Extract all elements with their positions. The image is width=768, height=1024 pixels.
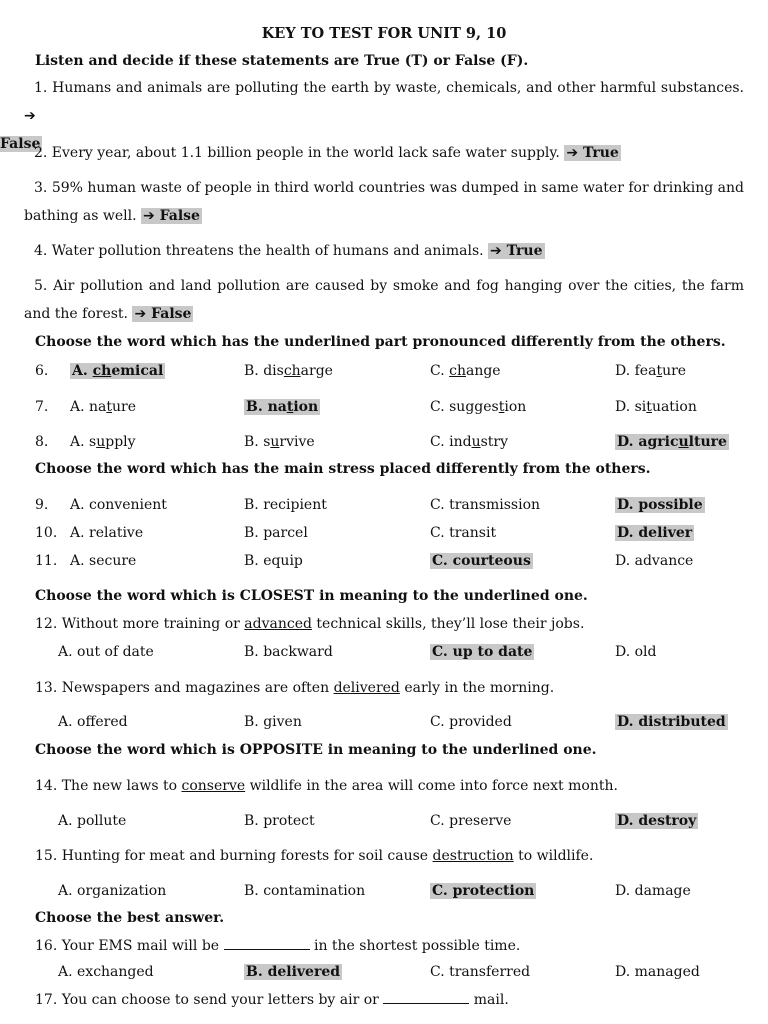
option-c: C. industry (430, 434, 509, 450)
option-b: B. contamination (244, 883, 366, 899)
answer-badge: ➔ True (566, 145, 619, 161)
question-number: 10. (35, 525, 58, 541)
option-d: D. possible (617, 497, 703, 513)
option-d: D. destroy (617, 813, 697, 829)
question-number: 11. (35, 553, 58, 569)
page-title: KEY TO TEST FOR UNIT 9, 10 (261, 25, 507, 42)
answer-badge: False (0, 136, 41, 152)
answer-badge: ➔ False (142, 208, 200, 224)
question-number: 7. (35, 399, 49, 415)
section-heading-stress: Choose the word which has the main stress placed differently from the others. (35, 461, 651, 477)
option-c: C. transmission (430, 497, 541, 513)
option-d: D. distributed (617, 714, 726, 730)
option-d: D. situation (615, 399, 697, 415)
option-a: A. secure (70, 553, 137, 569)
arrow-icon: ➔ (566, 145, 579, 161)
option-b: B. protect (244, 813, 315, 829)
arrow-icon: ➔ (134, 306, 147, 322)
answer-blank (383, 991, 469, 1004)
arrow-icon: ➔ (490, 243, 502, 259)
option-a: A. offered (58, 714, 128, 730)
question-number: 9. (35, 497, 49, 513)
option-a: A. convenient (70, 497, 167, 513)
answer-badge: ➔ False (134, 306, 192, 322)
option-d: D. old (615, 644, 657, 660)
option-b: B. equip (244, 553, 303, 569)
section-heading-opposite: Choose the word which is OPPOSITE in meaning to the underlined one. (35, 742, 597, 758)
section-heading-best-answer: Choose the best answer. (35, 910, 225, 926)
answer-badge: ➔ True (490, 243, 543, 259)
section-heading-closest: Choose the word which is CLOSEST in meaning to the underlined one. (35, 588, 588, 604)
question-number: 8. (35, 434, 49, 450)
option-a: A. exchanged (58, 964, 154, 980)
option-b: B. discharge (244, 363, 333, 379)
option-d: D. feature (615, 363, 687, 379)
question-stem: 13. Newspapers and magazines are often delivered early in the morning. (35, 680, 555, 696)
option-a: A. nature (70, 399, 137, 415)
option-b: B. given (244, 714, 302, 730)
option-c: C. courteous (432, 553, 531, 569)
question-stem: 12. Without more training or advanced technical skills, they’ll lose their jobs. (35, 616, 585, 632)
option-b: B. backward (244, 644, 333, 660)
question-stem: 16. Your EMS mail will be in the shortest possible time. (35, 938, 521, 954)
question-stem: 14. The new laws to conserve wildlife in the area will come into force next month. (35, 778, 618, 794)
tf-item-3: 3. 59% human waste of people in third world countries was dumped in same water for drinking and bathing as well. ➔ False (24, 180, 744, 224)
option-d: D. managed (615, 964, 700, 980)
option-c: C. transit (430, 525, 497, 541)
option-c: C. provided (430, 714, 512, 730)
option-c: C. protection (432, 883, 535, 899)
question-number: 6. (35, 363, 49, 379)
tf-item-5: 5. Air pollution and land pollution are caused by smoke and fog hanging over the cities, the farm and the forest. ➔ False (24, 278, 744, 322)
option-a: A. pollute (58, 813, 127, 829)
question-stem: 15. Hunting for meat and burning forests for soil cause destruction to wildlife. (35, 848, 594, 864)
option-b: B. delivered (246, 964, 341, 980)
option-d: D. deliver (617, 525, 693, 541)
option-b: B. parcel (244, 525, 308, 541)
option-b: B. nation (246, 399, 319, 415)
option-a: A. chemical (72, 363, 164, 379)
section-heading-true-false: Listen and decide if these statements are True (T) or False (F). (35, 53, 529, 69)
answer-blank (224, 937, 310, 950)
option-a: A. supply (70, 434, 136, 450)
arrow-icon: ➔ (24, 108, 36, 124)
option-a: A. out of date (58, 644, 154, 660)
section-heading-pronunciation: Choose the word which has the underlined part pronounced differently from the others. (35, 334, 726, 350)
tf-item-4: 4. Water pollution threatens the health of humans and animals. ➔ True (34, 243, 543, 259)
option-d: D. agriculture (617, 434, 727, 450)
option-b: B. recipient (244, 497, 327, 513)
option-b: B. survive (244, 434, 315, 450)
option-c: C. preserve (430, 813, 512, 829)
option-c: C. up to date (432, 644, 533, 660)
option-c: C. suggestion (430, 399, 527, 415)
option-d: D. damage (615, 883, 691, 899)
option-c: C. transferred (430, 964, 531, 980)
question-stem: 17. You can choose to send your letters by air or mail. (35, 992, 509, 1008)
option-a: A. organization (58, 883, 167, 899)
arrow-icon: ➔ (142, 208, 155, 224)
option-a: A. relative (70, 525, 144, 541)
option-d: D. advance (615, 553, 694, 569)
option-c: C. change (430, 363, 501, 379)
tf-item-1: 1. Humans and animals are polluting the earth by waste, chemicals, and other harmful substances. ➔ False (0, 80, 744, 152)
tf-item-2: 2. Every year, about 1.1 billion people in the world lack safe water supply. ➔ True (34, 145, 619, 161)
